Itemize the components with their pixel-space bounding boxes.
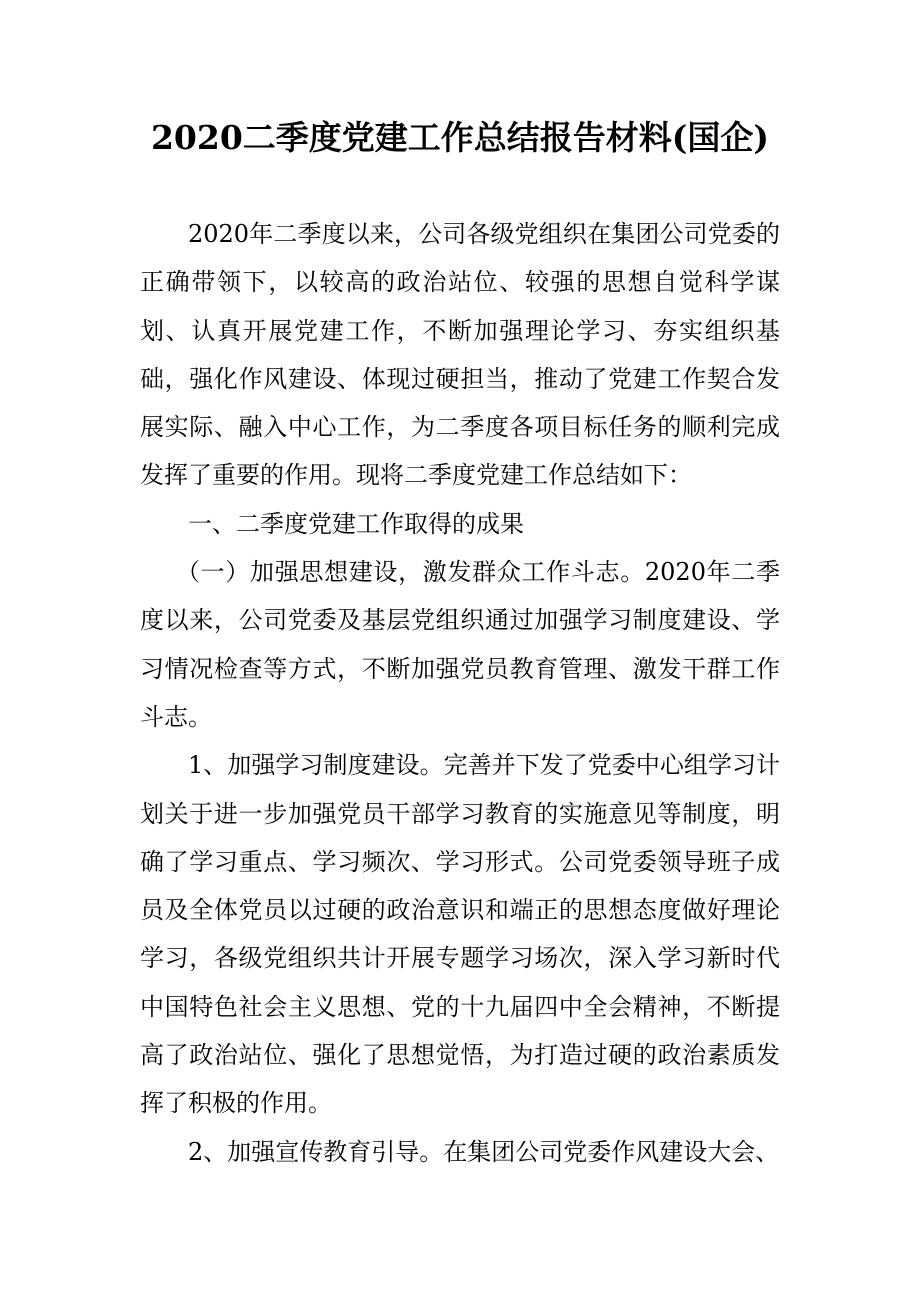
paragraph-item-2: 2、加强宣传教育引导。在集团公司党委作风建设大会、 bbox=[188, 1137, 780, 1166]
document-body bbox=[140, 210, 780, 1176]
paragraph-item-1: 1、加强学习制度建设。完善并下发了党委中心组学习计划关于进一步加强党员干部学习教育的实施意见等制度，明确了学习重点、学习频次、学习形式。公司党委领导班子成员及全体党员以过硬的政治意识和端正的思想态度做好理论学习，各级党组织共计开展专题学习场次，深入学习新时代中国特色社会主义思想、党的十九届四中全会精神，不断提高了政治站位、强化了思想觉悟，为打造过硬的政治素质发挥了积极的作用。 bbox=[140, 751, 780, 1118]
paragraph-intro: 2020年二季度以来，公司各级党组织在集团公司党委的正确带领下，以较高的政治站位、较强的思想自觉科学谋划、认真开展党建工作，不断加强理论学习、夯实组织基础，强化作风建设、体现过硬担当，推动了党建工作契合发展实际、融入中心工作，为二季度各项目标任务的顺利完成发挥了重要的作用。现将二季度党建工作总结如下： bbox=[140, 220, 780, 490]
section-heading-1: 一、二季度党建工作取得的成果 bbox=[188, 509, 524, 538]
paragraph-subsection-1: （一）加强思想建设，激发群众工作斗志。2020年二季度以来，公司党委及基层党组织通过加强学习制度建设、学习情况检查等方式，不断加强党员教育管理、激发干群工作斗志。 bbox=[140, 558, 780, 731]
document-title: 2020二季度党建工作总结报告材料(国企) bbox=[150, 118, 770, 157]
